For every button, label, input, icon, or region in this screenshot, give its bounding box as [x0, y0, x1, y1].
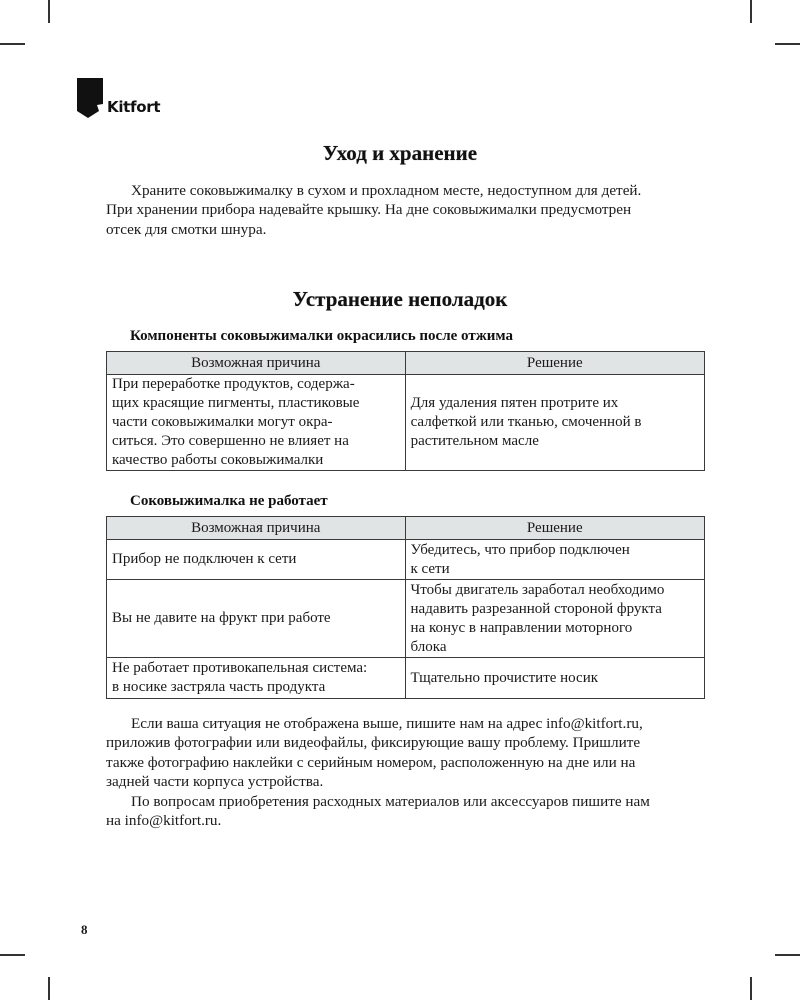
table-row — [107, 375, 705, 471]
brand-name: Kitfort — [107, 98, 161, 116]
table-row — [107, 580, 705, 658]
care-line: Храните соковыжималку в сухом и прохладном месте, недоступном для детей. — [131, 182, 642, 199]
header-solution: Решение — [405, 517, 704, 540]
cell-text: Убедитесь, что прибор подключен — [410, 541, 630, 558]
solution-cell — [405, 375, 704, 471]
brand-logo — [77, 78, 177, 120]
crop-mark — [775, 954, 800, 956]
table1-subtitle: Компоненты соковыжималки окрасились после отжима — [130, 328, 514, 344]
cell-text: Для удаления пятен протрите их — [410, 395, 619, 411]
table-row — [107, 658, 705, 699]
cell-text: Прибор не подключен к сети — [112, 551, 297, 567]
contact-line: на info@kitfort.ru. — [106, 812, 222, 830]
solution-cell — [405, 540, 704, 580]
cell-text: щих красящие пигменты, пластиковые — [112, 395, 360, 411]
cell-text: качество работы соковыжималки — [112, 452, 324, 468]
cell-text: блока — [410, 638, 447, 655]
cell-text: части соковыжималки могут окра- — [112, 414, 333, 430]
contact-line: также фотографию наклейки с серийным номером, расположенную на дне или на — [106, 753, 636, 771]
contact-line: Если ваша ситуация не отображена выше, пишите нам на адрес info@kitfort.ru, — [131, 715, 643, 732]
cell-text: надавить разрезанной стороной фрукта — [410, 600, 662, 617]
care-line: отсек для смотки шнура. — [106, 220, 267, 238]
cell-text: Чтобы двигатель заработал необходимо — [410, 581, 665, 598]
cell-text: Вы не давите на фрукт при работе — [112, 610, 331, 626]
care-title: Уход и хранение — [322, 141, 478, 165]
cell-text: в носике застряла часть продукта — [112, 679, 326, 695]
contact-line: приложив фотографии или видеофайлы, фиксирующие вашу проблему. Пришлите — [106, 734, 641, 752]
contact-paragraph — [106, 714, 706, 830]
cell-text: Не работает противокапельная система: — [112, 660, 368, 676]
troubleshooting-table-not-working — [106, 516, 705, 699]
crop-mark — [775, 43, 800, 45]
cell-text: к сети — [410, 560, 450, 577]
crop-mark — [48, 0, 50, 23]
header-solution: Решение — [405, 352, 704, 375]
table2-subtitle: Соковыжималка не работает — [130, 493, 328, 509]
kitfort-shield-logo-icon — [77, 78, 109, 118]
crop-mark — [0, 954, 25, 956]
solution-cell — [405, 580, 704, 658]
contact-line: задней части корпуса устройства. — [106, 773, 324, 791]
cause-cell — [107, 540, 406, 580]
contact-line: По вопросам приобретения расходных материалов или аксессуаров пишите нам — [131, 792, 650, 810]
solution-cell — [405, 658, 704, 699]
cell-text: ситься. Это совершенно не влияет на — [112, 433, 349, 449]
troubleshooting-table-stains — [106, 351, 705, 471]
cause-cell — [107, 658, 406, 699]
cell-text: растительном масле — [410, 433, 539, 449]
cause-cell — [107, 580, 406, 658]
table-row — [107, 540, 705, 580]
crop-mark — [48, 977, 50, 1000]
cell-text: Тщательно прочистите носик — [410, 669, 599, 686]
cause-cell — [107, 375, 406, 471]
page-number: 8 — [81, 922, 88, 937]
crop-mark — [750, 977, 752, 1000]
table-header-row — [107, 352, 705, 375]
crop-mark — [750, 0, 752, 23]
header-cause: Возможная причина — [107, 352, 406, 375]
care-line: При хранении прибора надевайте крышку. На дне соковыжималки предусмотрен — [106, 201, 632, 219]
care-paragraph — [106, 181, 706, 239]
cell-text: При переработке продуктов, содержа- — [112, 376, 355, 392]
header-cause: Возможная причина — [107, 517, 406, 540]
cell-text: на конус в направлении моторного — [410, 619, 633, 636]
table-header-row — [107, 517, 705, 540]
cell-text: салфеткой или тканью, смоченной в — [410, 414, 642, 430]
crop-mark — [0, 43, 25, 45]
troubleshooting-title: Устранение неполадок — [292, 287, 508, 311]
